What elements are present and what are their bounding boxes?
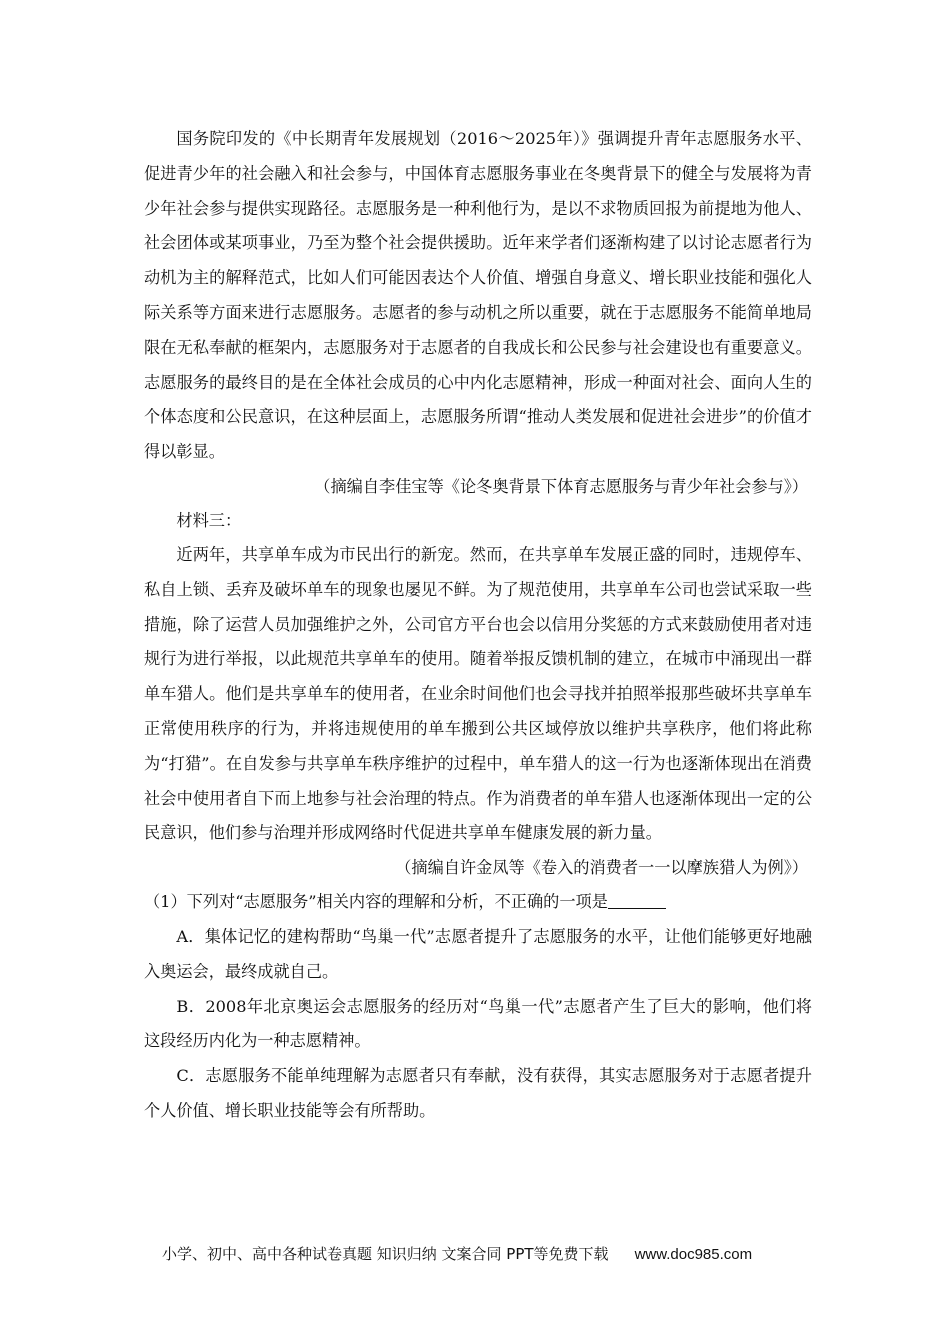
page-footer — [162, 1243, 752, 1264]
material3-label: 材料三： — [176, 510, 242, 530]
material2-source: （摘编自李佳宝等《论冬奥背景下体育志愿服务与青少年社会参与》） — [314, 476, 808, 496]
material3-paragraph: 近两年，共享单车成为市民出行的新宠。然而，在共享单车发展正盛的同时，违规停车、私自上锁、丢弃及破坏单车的现象也屡见不鲜。为了规范使用，共享单车公司也尝试采取一些措施，除了运营人员加强维护之外，公司官方平台也会以信用分奖惩的方式来鼓励使用者对违规行为进行举报，以此规范共享单车的使用。随着举报反馈机制的建立，在城市中涌现出一群单车猎人。他们是共享单车的使用者，在业余时间他们也会寻找并拍照举报那些破坏共享单车正常使用秩序的行为，并将违规使用的单车搬到公共区域停放以维护共享秩序，他们将此称为“打猎”。在自发参与共享单车秩序维护的过程中，单车猎人的这一行为也逐渐体现出在消费社会中使用者自下而上地参与社会治理的特点。作为消费者的单车猎人也逐渐体现出一定的公民意识，他们参与治理并形成网络时代促进共享单车健康发展的新力量。 — [144, 544, 812, 843]
material3-source: （摘编自许金凤等《卷入的消费者一一以摩族猎人为例》） — [395, 858, 808, 878]
question-stem-text: （1）下列对“志愿服务”相关内容的理解和分析，不正确的一项是 — [144, 892, 608, 912]
option-b: B．2008年北京奥运会志愿服务的经历对“鸟巢一代”志愿者产生了巨大的影响，他们将这段经历内化为一种志愿精神。 — [144, 996, 812, 1051]
question-stem — [144, 885, 812, 920]
option-c: C．志愿服务不能单纯理解为志愿者只有奉献，没有获得，其实志愿服务对于志愿者提升个人价值、增长职业技能等会有所帮助。 — [144, 1066, 812, 1120]
document-body — [144, 122, 812, 1129]
material2-paragraph: 国务院印发的《中长期青年发展规划（2016～2025年）》强调提升青年志愿服务水平、促进青少年的社会融入和社会参与，中国体育志愿服务事业在冬奥背景下的健全与发展将为青少年社会参与提供实现路径。志愿服务是一种利他行为，是以不求物质回报为前提地为他人、社会团体或某项事业，乃至为整个社会提供援助。近年来学者们逐渐构建了以讨论志愿者行为动机为主的解释范式，比如人们可能因表达个人价值、增强自身意义、增长职业技能和强化人际关系等方面来进行志愿服务。志愿者的参与动机之所以重要，就在于志愿服务不能简单地局限在无私奉献的框架内，志愿服务对于志愿者的自我成长和公民参与社会建设也有重要意义。志愿服务的最终目的是在全体社会成员的心中内化志愿精神，形成一种面对社会、面向人生的个体态度和公民意识，在这种层面上，志愿服务所谓“推动人类发展和促进社会进步”的价值才得以彰显。 — [144, 129, 812, 462]
answer-blank[interactable] — [608, 892, 666, 909]
footer-text: 小学、初中、高中各种试卷真题 知识归纳 文案合同 PPT等免费下载 — [162, 1245, 609, 1263]
option-a: A．集体记忆的建构帮助“鸟巢一代”志愿者提升了志愿服务的水平，让他们能够更好地融入奥运会，最终成就自己。 — [144, 926, 812, 981]
footer-url[interactable]: www.doc985.com — [634, 1246, 753, 1263]
